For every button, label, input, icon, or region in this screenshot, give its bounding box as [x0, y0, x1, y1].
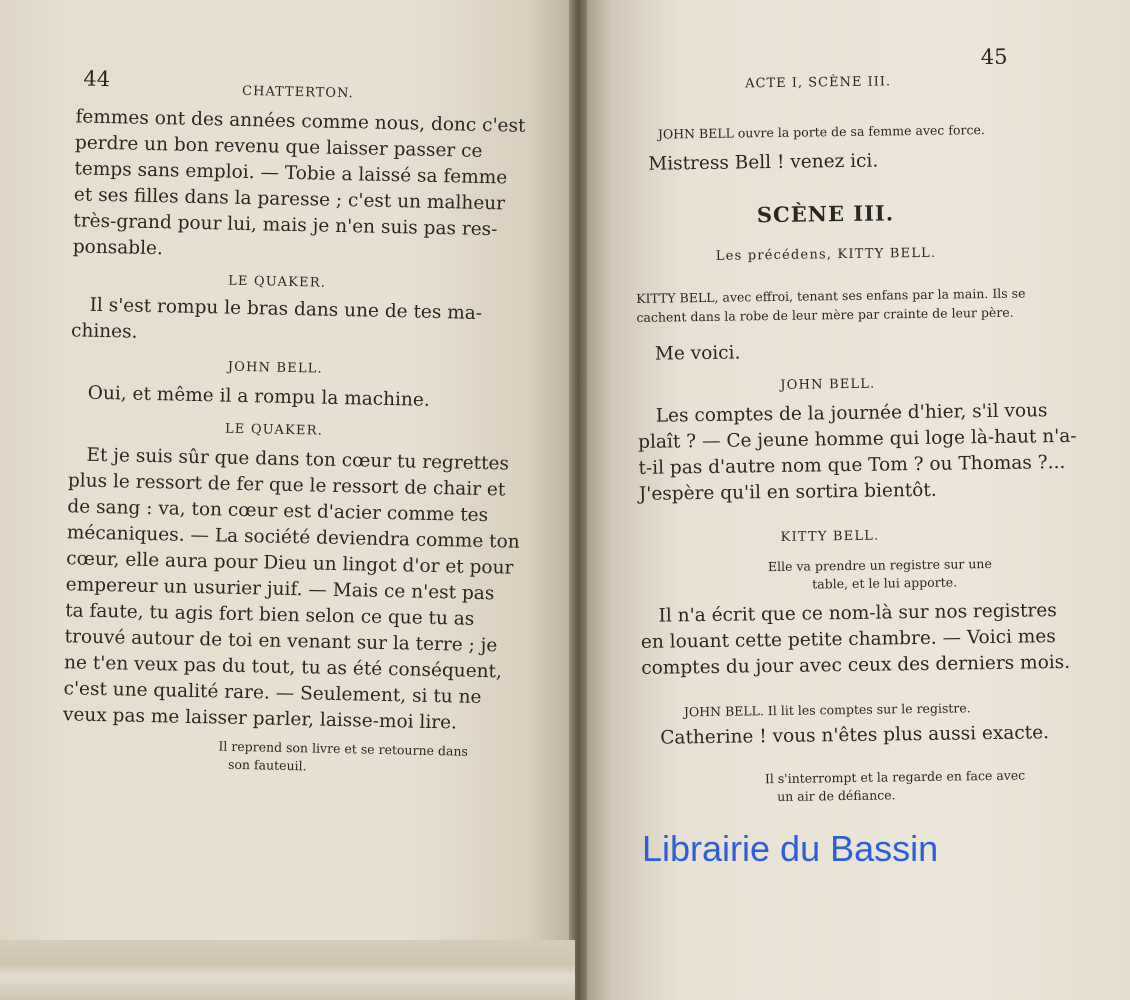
text-line: J'espère qu'il en sortira bientôt. [638, 479, 937, 505]
stage-direction: cachent dans la robe de leur mère par crainte de leur père. [636, 304, 1014, 325]
stage-direction: Il reprend son livre et se retourne dans [218, 738, 469, 759]
text-line: trouvé autour de toi en venant sur la terre ; je [64, 626, 498, 657]
left-folio: 44 [83, 66, 111, 92]
speaker-name: KITTY BELL. [780, 528, 880, 545]
text-line: t-il pas d'autre nom que Tom ? ou Thomas ?... [638, 451, 1066, 479]
text-line: femmes ont des années comme nous, donc c'est [75, 106, 526, 137]
text-line: empereur un usurier juif. — Mais ce n'est pas [65, 574, 495, 605]
text-line: cœur, elle aura pour Dieu un lingot d'or et pour [66, 548, 514, 579]
text-line: Et je suis sûr que dans ton cœur tu regrettes [86, 444, 510, 475]
text-line: ta faute, tu agis fort bien selon ce que tu as [64, 600, 475, 630]
watermark-text: Librairie du Bassin [642, 828, 939, 869]
stage-direction: un air de défiance. [777, 787, 896, 805]
text-line: plaît ? — Ce jeune homme qui loge là-haut n'a- [638, 425, 1077, 453]
text-line: de sang : va, ton cœur est d'acier comme tes [67, 496, 489, 527]
text-line: plus le ressort de fer que le ressort de chair et [67, 470, 506, 501]
text-line: c'est une qualité rare. — Seulement, si tu ne [63, 678, 482, 709]
speaker-name: LE QUAKER. [224, 421, 324, 439]
text-line: Mistress Bell ! venez ici. [648, 150, 879, 175]
text-line: temps sans emploi. — Tobie a laissé sa femme [74, 158, 508, 189]
text-line: chines. [70, 320, 138, 343]
right-folio: 45 [980, 44, 1008, 70]
speaker-name: JOHN BELL. [780, 376, 876, 393]
text-line: Catherine ! vous n'êtes plus aussi exacte. [660, 722, 1050, 749]
text-line: Il s'est rompu le bras dans une de tes ma- [89, 294, 483, 324]
text-line: ne t'en veux pas du tout, tu as été conséquent, [63, 652, 503, 683]
book-gutter [569, 0, 587, 1000]
stage-direction: table, et le lui apporte. [812, 574, 958, 592]
stage-direction: son fauteuil. [227, 756, 307, 774]
speaker-name: JOHN BELL. [227, 359, 324, 377]
text-line: Me voici. [654, 342, 741, 365]
text-line: perdre un bon revenu que laisser passer ce [74, 132, 483, 162]
stage-direction: JOHN BELL ouvre la porte de sa femme avec force. [657, 122, 985, 142]
right-running-head: ACTE I, SCÈNE III. [745, 74, 892, 92]
text-line: veux pas me laisser parler, laisse-moi lire. [62, 704, 458, 734]
scene-cast: Les précédens, KITTY BELL. [715, 245, 937, 264]
speaker-name: LE QUAKER. [227, 273, 327, 291]
left-running-head: CHATTERTON. [241, 83, 354, 102]
stage-direction: Elle va prendre un registre sur une [767, 556, 992, 575]
stage-direction: KITTY BELL, avec effroi, tenant ses enfans par la main. Ils se [636, 285, 1026, 306]
scene-title: SCÈNE III. [756, 200, 895, 228]
stage-direction: Il s'interrompt et la regarde en face avec [764, 767, 1026, 787]
text-line: mécaniques. — La société deviendra comme ton [66, 522, 520, 553]
stage-direction: JOHN BELL. Il lit les comptes sur le registre. [683, 700, 971, 720]
text-line: ponsable. [72, 236, 164, 260]
page-edges [0, 940, 575, 1000]
text-line: comptes du jour avec ceux des derniers mois. [641, 651, 1071, 679]
text-line: et ses filles dans la paresse ; c'est un malheur [73, 184, 506, 215]
text-line: très-grand pour lui, mais je n'en suis pas res- [73, 210, 498, 241]
text-line: en louant cette petite chambre. — Voici mes [640, 626, 1056, 653]
text-line: Oui, et même il a rompu la machine. [87, 382, 430, 411]
text-line: Les comptes de la journée d'hier, s'il vous [655, 400, 1048, 427]
text-line: Il n'a écrit que ce nom-là sur nos registres [658, 600, 1057, 627]
